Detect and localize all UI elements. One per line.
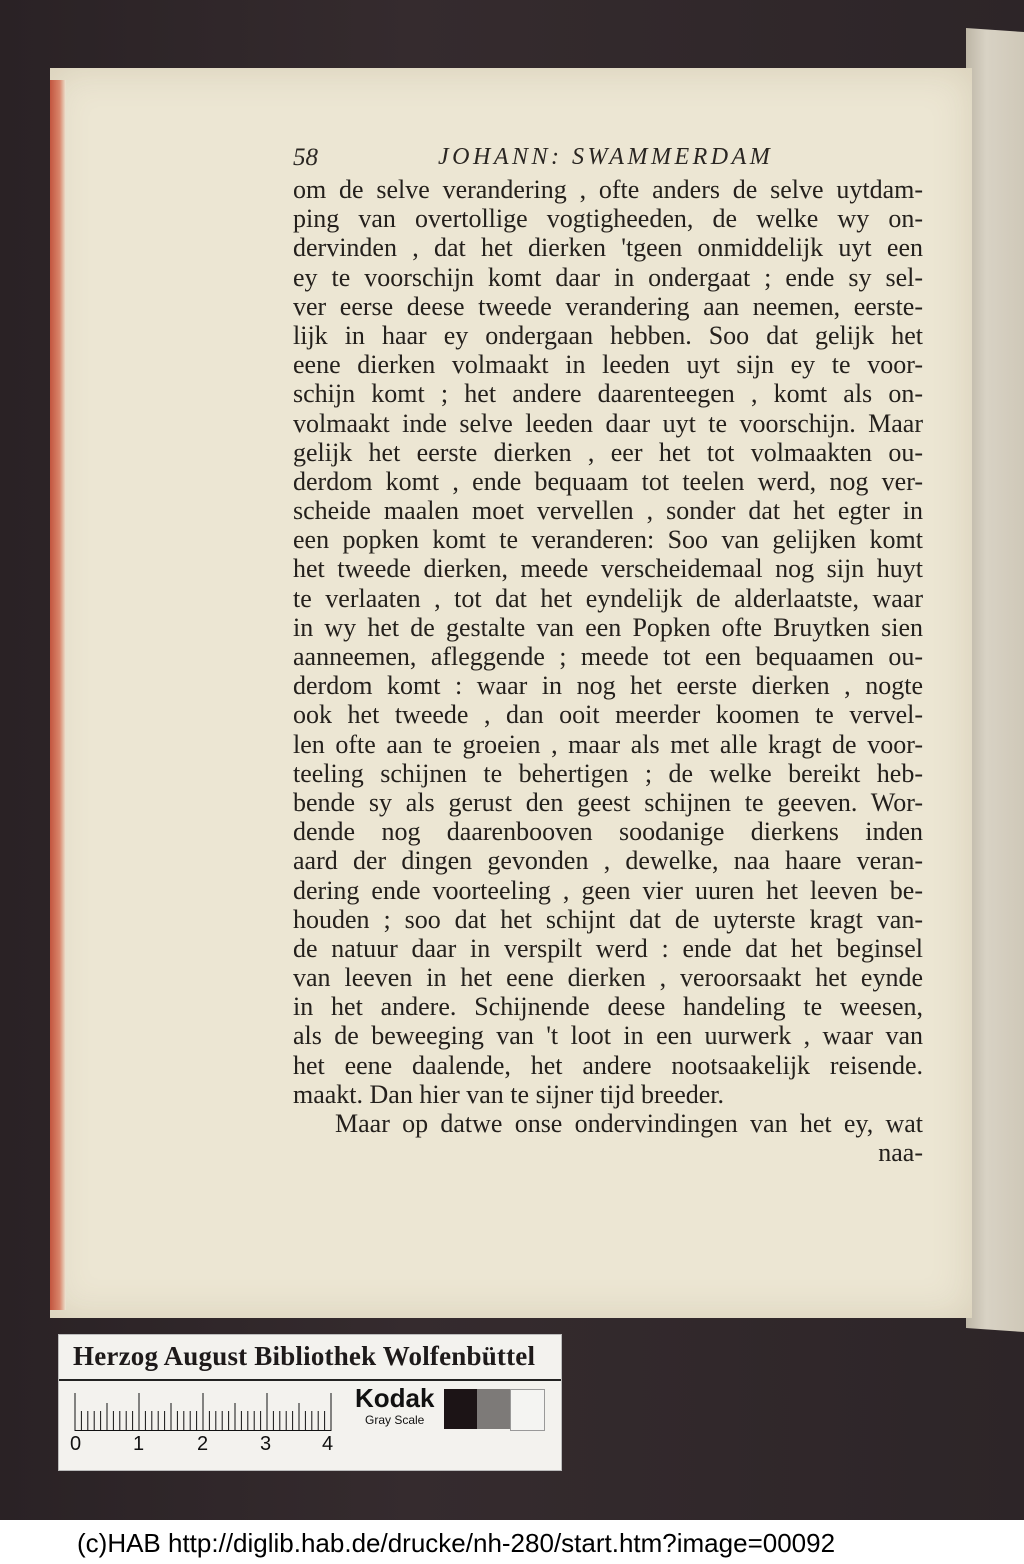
text-line: teeling schijnen te behertigen ; de welke bereikt heb- [293,758,923,788]
ruler-number: 1 [133,1433,145,1455]
text-line: het eene daalende, het andere nootsaakelijk reisende. [293,1050,923,1080]
text-line: ping van overtollige vogtigheeden, de welke wy on- [293,204,923,234]
text-line: maakt. Dan hier van te sijner tijd breeder. [293,1079,725,1109]
label-divider [59,1379,561,1381]
text-line: aard der dingen gevonden , dewelke, naa haare veran- [293,846,923,876]
library-label-card [58,1334,562,1471]
text-line: ey te voorschijn komt daar in ondergaat ; ende sy sel- [293,262,923,292]
text-line: van leeven in het eene dierken , veroorsaakt het eynde [293,963,923,993]
text-line: ver eerse deese tweede verandering aan neemen, eerste- [293,291,923,321]
gray-patch-mid [477,1389,510,1429]
library-name: Herzog August Bibliothek Wolfenbüttel [73,1341,536,1371]
text-line: te verlaaten , tot dat het eyndelijk de alderlaatste, waar [293,583,923,613]
text-line: dering ende voorteeling , geen vier uuren het leeven be- [293,875,923,905]
body-text [293,175,923,1167]
text-line: volmaakt inde selve leeden daar uyt te voorschijn. Maar [293,408,923,438]
text-line: het tweede dierken, meede verscheidemaal nog sijn huyt [293,554,923,584]
text-line: derdom komt : waar in nog het eerste dierken , nogte [293,671,923,701]
text-line: schijn komt ; het andere daarenteegen , komt als on- [293,379,923,409]
text-line: bende sy als gerust den geest schijnen te geeven. Wor- [293,787,923,817]
header-title: JOHANN: SWAMMERDAM [438,144,774,170]
kodak-logo-text: Kodak [355,1383,435,1413]
text-line: ook het tweede , dan ooit meerder koomen te vervel- [293,700,923,730]
text-line: eene dierken volmaakt in leeden uyt sijn ey te voor- [293,350,923,380]
ruler-number: 4 [322,1433,334,1455]
text-line: als de beweeging van 't loot in een uurwerk , waar van [293,1021,923,1051]
text-line: Maar op datwe onse ondervindingen van het ey, wat [335,1109,923,1138]
text-line: de natuur daar in verspilt werd : ende dat het beginsel [293,933,923,963]
text-line: in het andere. Schijnende deese handeling te weesen, [293,992,923,1022]
red-page-edge [50,80,66,1310]
text-line: derdom komt , ende bequaam tot teelen werd, nog ver- [293,466,923,496]
next-page-edge [966,28,1024,1332]
running-head [293,144,933,178]
text-line: houden ; soo dat het schijnt dat de uyterste kragt van- [293,904,923,934]
text-line: in wy het de gestalte van een Popken ofte Bruytken sien [293,612,923,642]
gray-patch-dark [444,1389,477,1429]
text-line: lijk in haar ey ondergaan hebben. Soo dat gelijk het [293,320,923,350]
text-line: aanneemen, afleggende ; meede tot een bequaamen ou- [293,642,923,671]
page-number: 58 [293,144,318,171]
text-line: om de selve verandering , ofte anders de selve uytdam- [293,175,923,204]
gray-scale-label: Gray Scale [365,1413,425,1427]
measurement-ruler [73,1391,335,1431]
text-line: een popken komt te veranderen: Soo van gelijken komt [293,525,923,555]
text-line: dende nog daarenbooven soodanige dierkens inden [293,817,923,847]
catchword: naa- [878,1138,923,1168]
text-line: scheide maalen moet vervellen , sonder dat het egter in [293,496,923,526]
ruler-number: 3 [260,1433,272,1455]
gray-patch-light [510,1389,545,1431]
text-line: dervinden , dat het dierken 'tgeen onmiddelijk uyt een [293,233,923,263]
text-line: gelijk het eerste dierken , eer het tot volmaakten ou- [293,437,923,467]
text-line: len ofte aan te groeien , maar als met alle kragt de voor- [293,729,923,759]
ruler-number: 0 [70,1433,82,1455]
copyright-link[interactable]: (c)HAB http://diglib.hab.de/drucke/nh-280/start.htm?image=00092 [77,1528,836,1558]
ruler-number: 2 [197,1433,209,1455]
